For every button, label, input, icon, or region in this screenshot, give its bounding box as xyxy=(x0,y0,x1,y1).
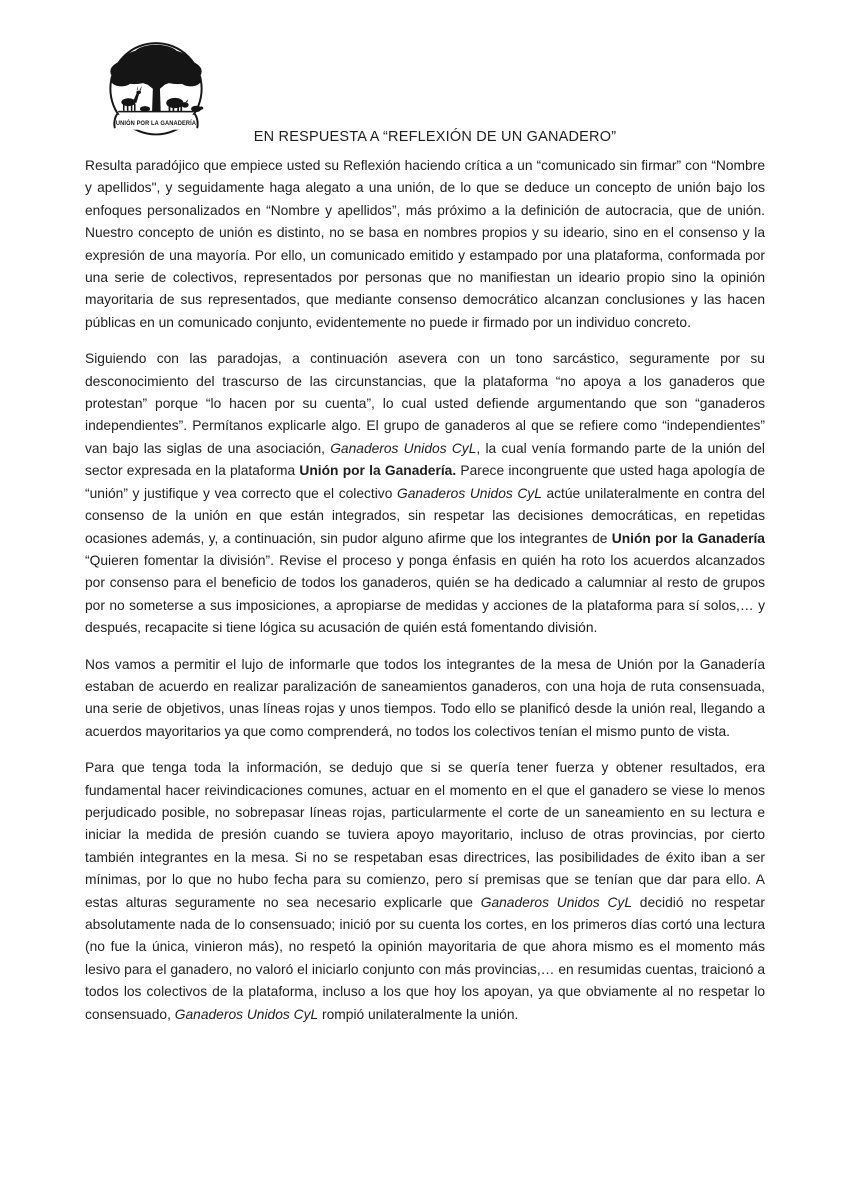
paragraph xyxy=(85,348,765,639)
text-run-italic: Ganaderos Unidos CyL xyxy=(480,894,633,910)
text-run-regular: Siguiendo con las paradojas, a continuación asevera con un tono sarcástico, seguramente por su desconocimiento del trascurso de las circunstancias, que la plataforma “no apoya a los ganaderos que protestan” porque “lo hacen por su cuenta”, lo cual usted defiende argumentando que son “ganaderos independientes”. Permítanos explicarle algo. El grupo de ganaderos al que se refiere como “independientes” van bajo las siglas de una asociación, xyxy=(85,351,765,456)
paragraph xyxy=(85,757,765,1026)
text-run-regular: rompió unilateralmente la unión. xyxy=(318,1006,519,1022)
text-run-regular: Para que tenga toda la información, se dedujo que si se quería tener fuerza y obtener resultados, era fundamental hacer reivindicaciones comunes, actuar en el momento en el que el ganadero se viese lo menos perjudicado posible, no sobrepasar líneas rojas, particularmente el corte de un saneamiento en su lectura e iniciar la medida de presión cuando se tuviera apoyo mayoritario, incluso de otras provincias, por cierto también integrantes en la mesa. Si no se respetaban esas directrices, las posibilidades de éxito iban a ser mínimas, por lo que no hubo fecha para su comienzo, pero sí premisas que se tenían que dar para ello. A estas alturas seguramente no sea necesario explicarle que xyxy=(85,760,765,910)
text-run-italic: Ganaderos Unidos CyL xyxy=(396,485,542,501)
text-run-bold: Unión por la Ganadería. xyxy=(299,463,457,479)
text-run-regular: , la cual venía formando parte de la unión del sector expresada en la plataforma xyxy=(85,440,766,479)
text-run-italic: Ganaderos Unidos CyL xyxy=(174,1006,319,1022)
text-run-bold: Unión por la Ganadería xyxy=(611,530,765,546)
text-run-regular: Nos vamos a permitir el lujo de informarle que todos los integrantes de la mesa de Unión por la Ganadería estaban de acuerdo en realizar paralización de saneamientos ganaderos, con una hoja de ruta consensuada, una serie de objetivos, unas líneas rojas y unos tiempos. Todo ello se planificó desde la unión real, llegando a acuerdos mayoritarios ya que como comprenderá, no todos los colectivos tenían el mismo punto de vista. xyxy=(85,656,765,739)
tree-with-livestock-icon xyxy=(93,40,219,136)
text-run-regular: decidió no respetar absolutamente nada de lo consensuado; inició por su cuenta los cortes, en los primeros días cortó una lectura (no fue la única, vinieron más), no respetó la opinión mayoritaria de que ahora mismo es el momento más lesivo para el ganadero, no valoró el iniciarlo conjunto con más provincias,… en resumidas cuentas, traicionó a todos los colectivos de la plataforma, incluso a los que hoy los apoyan, ya que obviamente al no respetar lo consensuado, xyxy=(85,894,765,1022)
document-body xyxy=(85,155,765,1026)
text-run-regular: “Quieren fomentar la división”. Revise el proceso y ponga énfasis en quién ha roto los acuerdos alcanzados por consenso para el beneficio de todos los ganaderos, quién se ha dedicado a calumniar al resto de grupos por no someterse a sus imposiciones, a apropiarse de medidas y acciones de la plataforma para sí solos,… y después, recapacite si tiene lógica su acusación de quién está fomentando división. xyxy=(85,552,765,636)
organization-logo xyxy=(93,40,219,138)
text-run-italic: Ganaderos Unidos CyL xyxy=(330,440,477,456)
text-run-regular: Resulta paradójico que empiece usted su Reflexión haciendo crítica a un “comunicado sin firmar” con “Nombre y apellidos", y seguidamente haga alegato a una unión, de lo que se deduce un concepto de unión bajo los enfoques personalizados en “Nombre y apellidos”, más próximo a la definición de autocracia, que de unión. Nuestro concepto de unión es distinto, no se basa en nombres propios y su ideario, sino en el consenso y la expresión de una mayoría. Por ello, un comunicado emitido y estampado por una plataforma, conformada por una serie de colectivos, representados por personas que no manifiestan un ideario propio sino la opinión mayoritaria de sus representados, que mediante consenso democrático alcanzan conclusiones y las hacen públicas en un comunicado conjunto, evidentemente no puede ir firmado por un individuo concreto. xyxy=(85,158,765,330)
text-run-regular: actúe unilateralmente en contra del consenso de la unión en que están integrados, sin respetar las decisiones democráticas, en repetidas ocasiones además, y, a continuación, sin pudor alguno afirme que los integrantes de xyxy=(85,485,765,546)
text-run-regular: Parece incongruente que usted haga apología de “unión” y justifique y vea correcto que el colectivo xyxy=(85,463,765,501)
logo-banner-text: UNIÓN POR LA GANADERÍA xyxy=(115,119,210,127)
paragraph xyxy=(85,654,765,744)
document-header xyxy=(85,42,765,145)
paragraph xyxy=(85,155,765,334)
page-title: EN RESPUESTA A “REFLEXIÓN DE UN GANADERO” xyxy=(253,129,617,145)
